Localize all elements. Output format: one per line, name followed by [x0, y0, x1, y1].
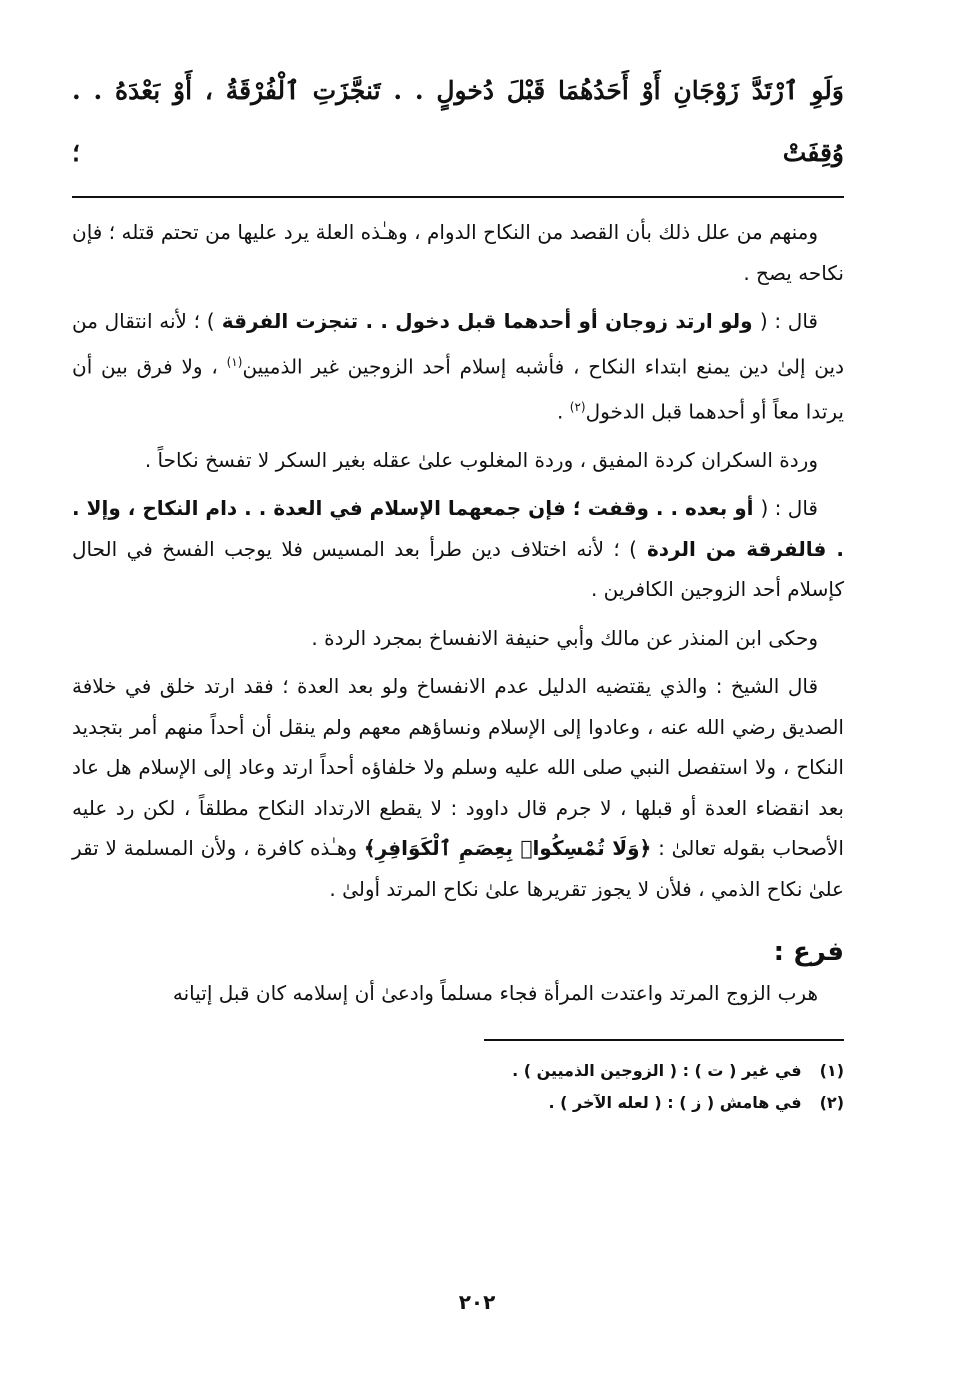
quoted-matn: ولو ارتد زوجان أو أحدهما قبل دخول . . تنجزت الفرقة — [214, 309, 760, 333]
footnote-number: (٢) — [819, 1093, 844, 1113]
matn-divider — [72, 196, 844, 198]
matn-text — [72, 60, 844, 184]
paragraph-text: ) ؛ لأنه اختلاف دين طرأ بعد المسيس فلا يوجب الفسخ في الحال كإسلام أحد الزوجين الكافرين . — [72, 536, 844, 602]
footnote-text: في هامش ( ز ) : ( لعله الآخر ) . — [548, 1093, 802, 1113]
paragraph-text: وهـٰذه كافرة ، ولأن المسلمة لا تقر علىٰ نكاح الذمي ، فلأن لا يجوز تقريرها علىٰ نكاح المرتد أولىٰ . — [72, 836, 844, 901]
commentary-paragraph: ومنهم من علل ذلك بأن القصد من النكاح الدوام ، وهـٰذه العلة يرد عليها من تحتم قتله ؛ فإن نكاحه يصح . — [72, 220, 844, 285]
footnotes — [72, 1055, 844, 1119]
quran-verse: ﴿وَلَا تُمْسِكُوا۟ بِعِصَمِ ٱلْكَوَافِرِ﴾ — [363, 836, 652, 861]
paragraph-text: قال الشيخ : والذي يقتضيه الدليل عدم الانفساخ ولو بعد العدة ؛ فقد ارتد خلق في خلافة الصديق رضي الله عنه ، وعادوا إلى الإسلام ونساؤهم معهم ولم ينقل أن أحداً منهم أمر بتجديد النكاح ، ولا استفصل النبي صلى الله عليه وسلم ولا خلفاؤه أحداً ارتد وعاد إلى الإسلام هل عاد بعد انقضاء العدة أو قبلها ، لا جرم قال داوود : لا يقطع الارتداد النكاح مطلقاً ، لكن رد عليه الأصحاب بقوله تعالىٰ : — [72, 674, 844, 861]
footnote-divider — [484, 1039, 844, 1041]
section-heading: فرع : — [773, 937, 844, 968]
section-text: هرب الزوج المرتد واعتدت المرأة فجاء مسلماً وادعىٰ أن إسلامه كان قبل إتيانه — [172, 981, 818, 1006]
footnote — [72, 1087, 844, 1119]
paragraph-text: ) ؛ لأنه انتقال من دين إلىٰ دين يمنع ابتداء النكاح ، فأشبه إسلام أحد الزوجين غير الذميين — [72, 309, 844, 379]
footnote-number: (١) — [819, 1061, 844, 1081]
commentary-paragraph: وردة السكران كردة المفيق ، وردة المغلوب علىٰ عقله بغير السكر لا تفسخ نكاحاً . — [144, 447, 818, 472]
matn-line: وَلَوِ ٱرْتَدَّ زَوْجَانِ أَوْ أَحَدُهُمَا قَبْلَ دُخولٍ . . تَنجَّزَتِ ٱلْفُرْقَةُ ، أَوْ بَعْدَهُ . . وُقِفَتْ ؛ — [72, 76, 844, 167]
page-number: ٢٠٢ — [458, 1290, 496, 1314]
paragraph-text: ، ولا فرق بين أن يرتدا معاً أو أحدهما قبل الدخول — [72, 354, 844, 424]
footnote-ref: (٢) — [569, 399, 586, 414]
commentary-paragraph — [72, 488, 844, 610]
paragraph-text: قال : ( — [760, 496, 818, 521]
paragraph-text: . — [557, 399, 570, 424]
quoted-matn: أو بعده . . وقفت ؛ فإن جمعهما الإسلام في العدة . . دام النكاح ، وإلا . . فالفرقة من الردة — [72, 496, 844, 561]
commentary-paragraph: وحكى ابن المنذر عن مالك وأبي حنيفة الانفساخ بمجرد الردة . — [311, 625, 818, 650]
paragraph-text: قال : ( — [759, 309, 818, 333]
commentary-paragraph — [72, 666, 844, 909]
commentary-paragraph — [72, 301, 844, 432]
footnote-ref: (١) — [226, 354, 243, 369]
footnote-text: في غير ( ت ) : ( الزوجين الذميين ) . — [512, 1061, 802, 1081]
footnote — [72, 1055, 844, 1087]
